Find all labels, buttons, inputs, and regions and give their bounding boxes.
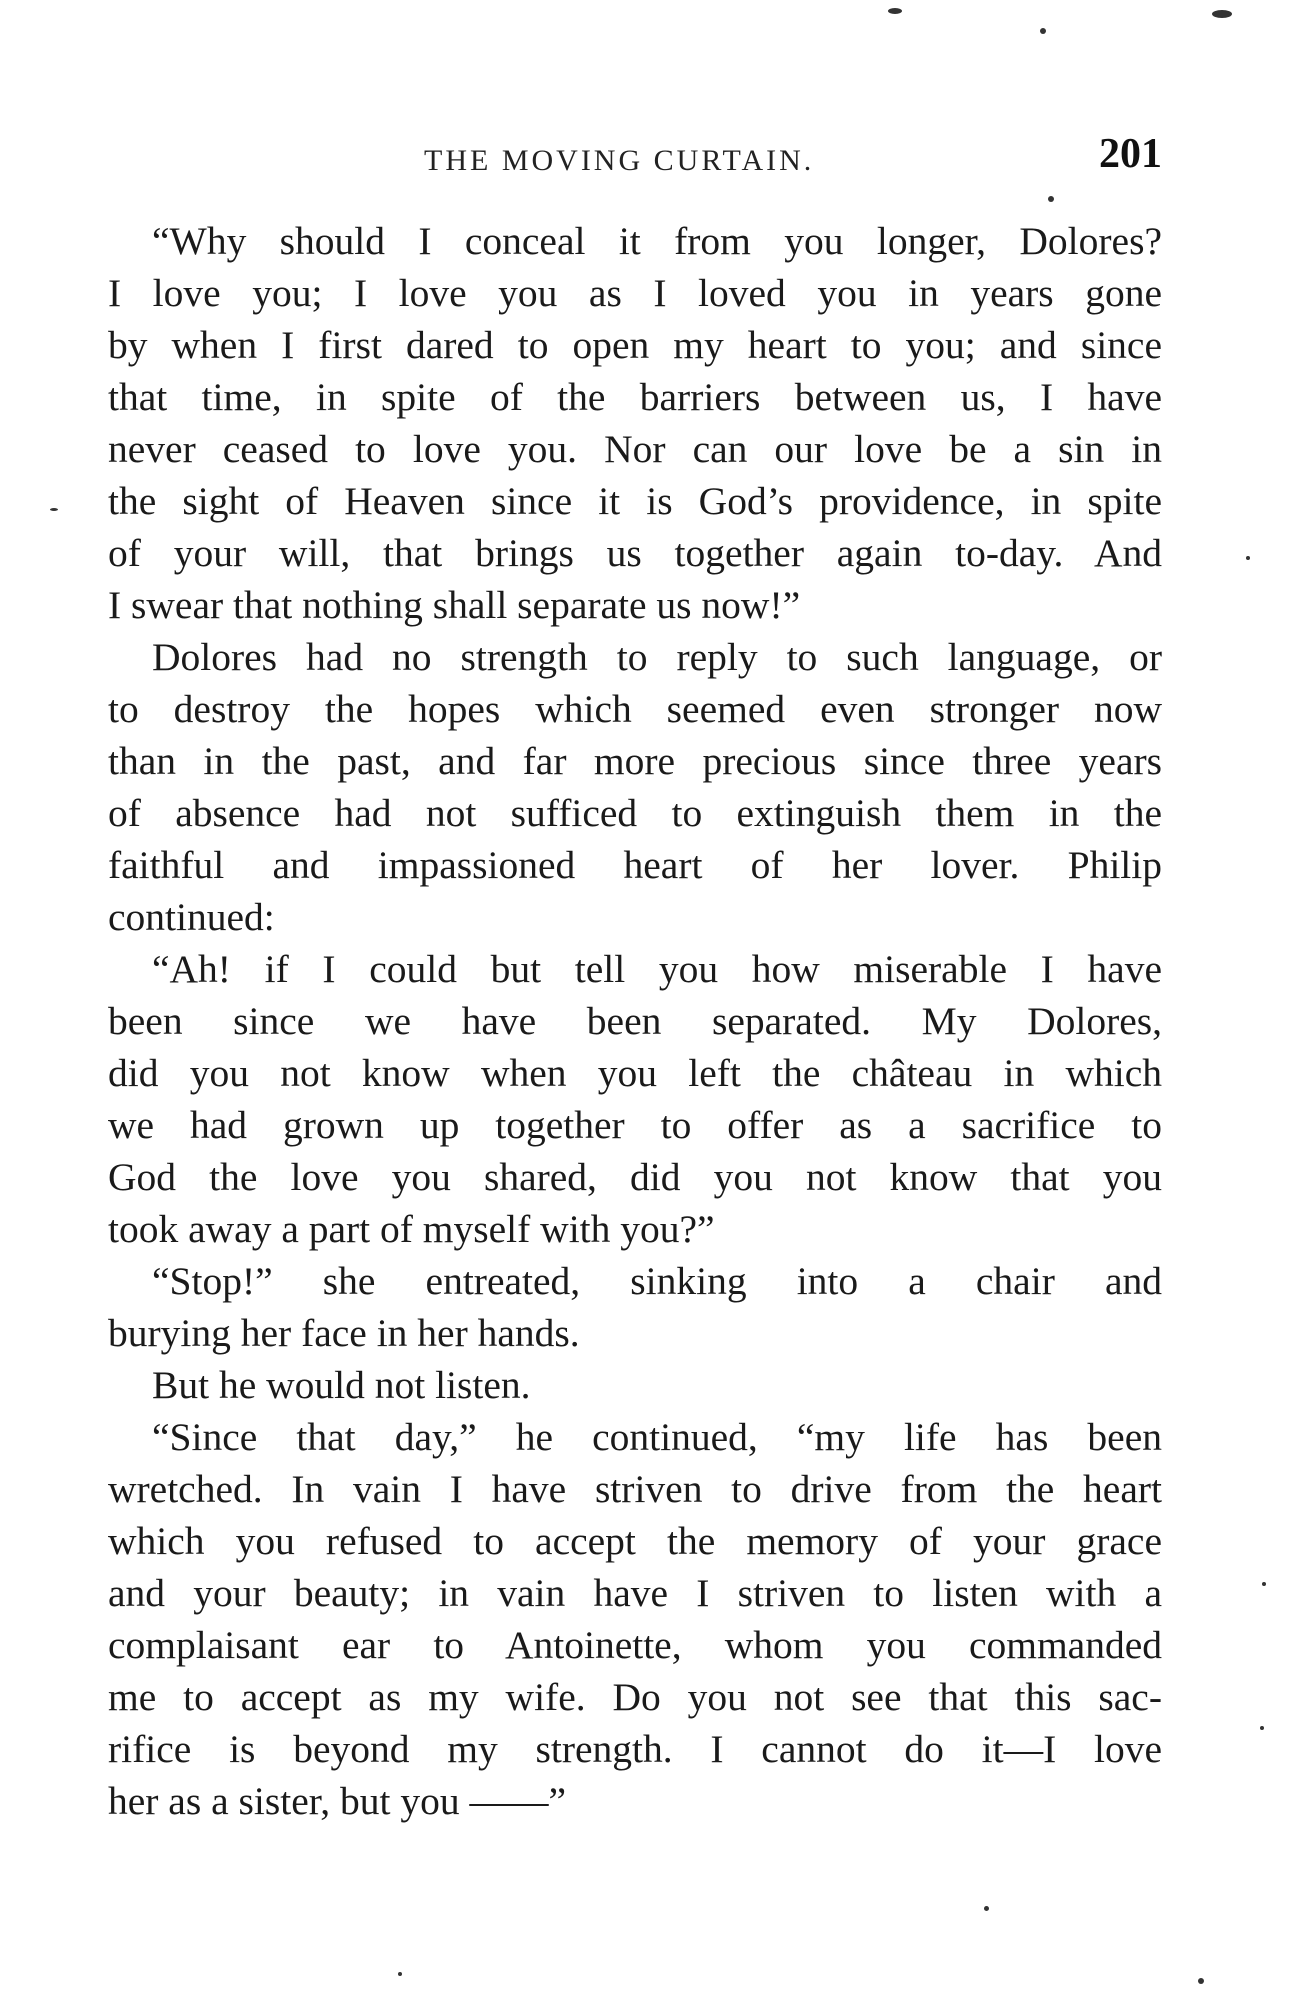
text-line: “Since that day,” he continued, “my life has been [152, 1415, 1162, 1459]
text-line: been since we have been separated. My Dolores, [108, 999, 1162, 1043]
scan-speck [1212, 10, 1232, 18]
scan-speck [1262, 1582, 1266, 1586]
text-line: took away a part of myself with you?” [108, 1207, 715, 1251]
text-line: continued: [108, 895, 275, 939]
text-line: me to accept as my wife. Do you not see that this sac- [108, 1675, 1162, 1719]
text-line: by when I first dared to open my heart to you; and since [108, 323, 1162, 367]
scan-speck [1198, 1978, 1204, 1984]
text-line: did you not know when you left the château in which [108, 1051, 1162, 1095]
text-line: her as a sister, but you ——” [108, 1779, 567, 1823]
text-line: faithful and impassioned heart of her lover. Philip [108, 843, 1162, 887]
running-head-title: THE MOVING CURTAIN. [424, 144, 815, 177]
text-line: “Ah! if I could but tell you how miserable I have [152, 947, 1162, 991]
text-line: wretched. In vain I have striven to drive from the heart [108, 1467, 1162, 1511]
text-line: which you refused to accept the memory of your grace [108, 1519, 1162, 1563]
text-line: we had grown up together to offer as a sacrifice to [108, 1103, 1162, 1147]
text-line: I swear that nothing shall separate us now!” [108, 583, 801, 627]
page-number: 201 [1099, 131, 1162, 177]
text-line: Dolores had no strength to reply to such language, or [152, 635, 1162, 679]
text-line: rifice is beyond my strength. I cannot do it—I love [108, 1727, 1162, 1771]
text-line: and your beauty; in vain have I striven to listen with a [108, 1571, 1162, 1615]
text-line: But he would not listen. [152, 1363, 531, 1407]
text-line: I love you; I love you as I loved you in years gone [108, 271, 1162, 315]
text-line: the sight of Heaven since it is God’s providence, in spite [108, 479, 1162, 523]
text-line: “Why should I conceal it from you longer, Dolores? [152, 219, 1162, 263]
text-line: God the love you shared, did you not know that you [108, 1155, 1162, 1199]
text-line: than in the past, and far more precious since three years [108, 739, 1162, 783]
text-line: complaisant ear to Antoinette, whom you commanded [108, 1623, 1162, 1667]
scan-speck [1260, 1726, 1264, 1730]
text-line: of absence had not sufficed to extinguish them in the [108, 791, 1162, 835]
running-head [108, 130, 1162, 190]
scan-speck [984, 1906, 989, 1911]
text-line: “Stop!” she entreated, sinking into a chair and [152, 1259, 1162, 1303]
text-line: never ceased to love you. Nor can our love be a sin in [108, 427, 1162, 471]
scan-speck [1040, 28, 1046, 34]
text-line: burying her face in her hands. [108, 1311, 580, 1355]
scan-speck [50, 508, 58, 511]
scan-speck [398, 1972, 402, 1976]
text-line: that time, in spite of the barriers between us, I have [108, 375, 1162, 419]
text-line: to destroy the hopes which seemed even stronger now [108, 687, 1162, 731]
body-text [108, 215, 1162, 1827]
scan-speck [1048, 196, 1054, 202]
scan-speck [888, 8, 902, 14]
text-line: of your will, that brings us together again to-day. And [108, 531, 1162, 575]
scan-speck [1246, 556, 1250, 560]
